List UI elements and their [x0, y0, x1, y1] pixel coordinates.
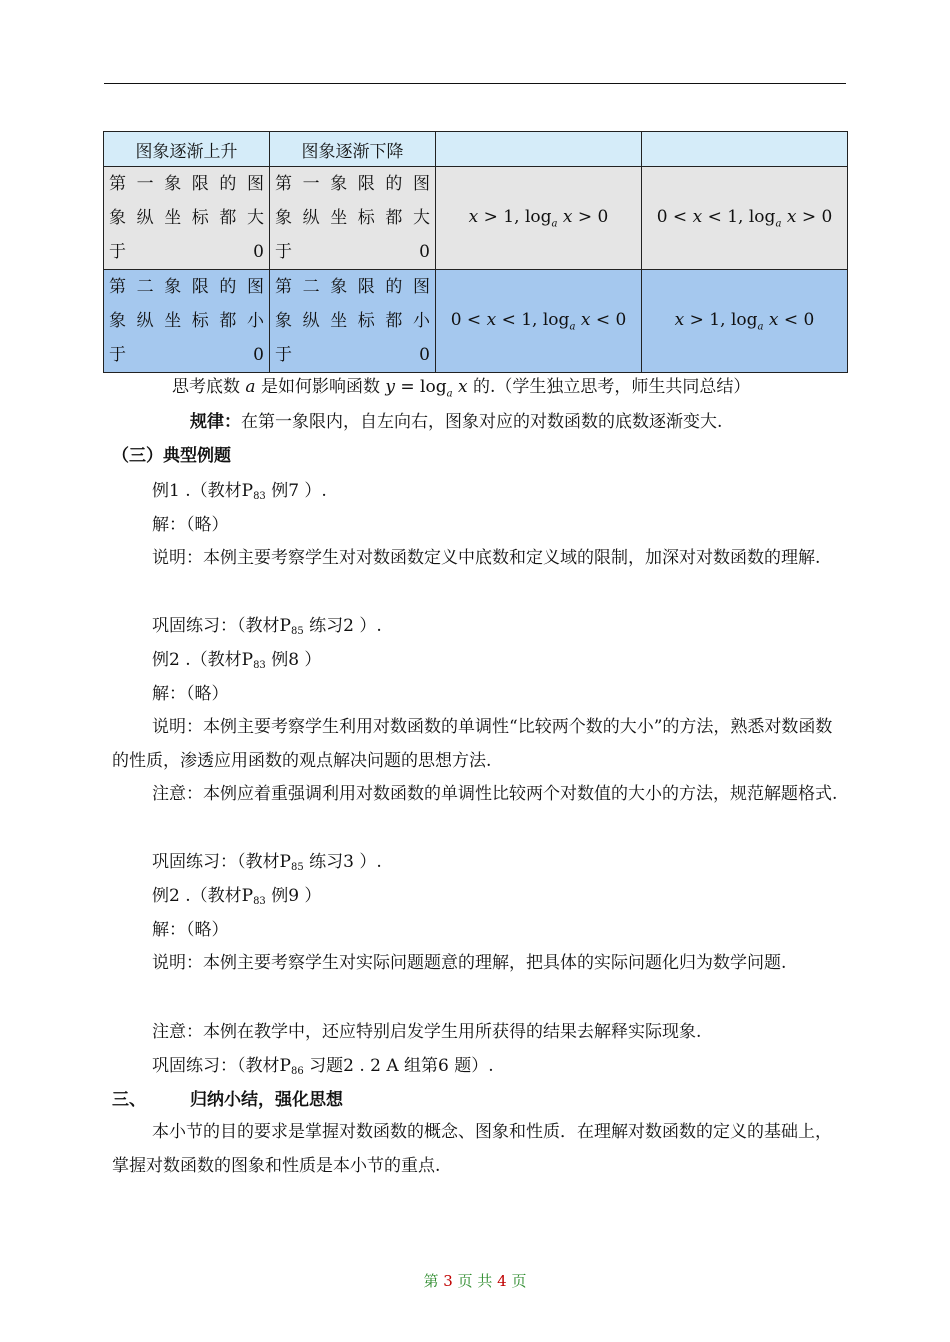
- comparison-table: [103, 131, 848, 373]
- example-2: 例2 .（教材$P_{83}$ 例8 ）: [152, 650, 322, 671]
- rule-line: 规律：在第一象限内，自左向右，图象对应的对数函数的底数逐渐变大.: [190, 412, 723, 432]
- example-3: 例2 .（教材$P_{83}$ 例9 ）: [152, 886, 322, 907]
- note-2: 说明：本例主要考察学生利用对数函数的单调性“比较两个数的大小”的方法，熟悉对数函数的性质，渗透应用函数的观点解决问题的思想方法.: [112, 717, 833, 771]
- summary-title: 三、 归纳小结，强化思想: [112, 1090, 343, 1110]
- practice-2: 巩固练习：（教材$P_{85}$ 练习3 ）.: [152, 852, 382, 873]
- page-footer: 第 3 页 共 4 页: [423, 1272, 527, 1290]
- formula-cell: x > 1, $\log_a x > 0$: [436, 167, 642, 270]
- attention-2: 注意：本例应着重强调利用对数函数的单调性比较两个对数值的大小的方法，规范解题格式.: [152, 784, 838, 804]
- practice-3: 巩固练习：（教材$P_{86}$ 习题2 . 2 A 组第6 题）.: [152, 1056, 494, 1077]
- table-cell: 第二象限的图 象纵坐标都小 于0: [270, 270, 436, 373]
- table-header-row: [104, 132, 848, 167]
- attention-3: 注意：本例在教学中，还应特别启发学生用所获得的结果去解释实际现象.: [152, 1022, 702, 1042]
- header-cell: [642, 132, 848, 167]
- think-line: 思考底数 a 是如何影响函数 $y = \log_a x$ 的.（学生独立思考，师生共同总结）: [172, 377, 751, 400]
- solution-2: 解：（略）: [152, 684, 229, 704]
- table-row: [104, 270, 848, 373]
- section-title: （三）典型例题: [112, 446, 231, 466]
- table-cell: 第二象限的图 象纵坐标都小 于0: [104, 270, 270, 373]
- summary-text: 本小节的目的要求是掌握对数函数的概念、图象和性质．在理解对数函数的定义的基础上，掌握对数函数的图象和性质是本小节的重点.: [112, 1122, 832, 1176]
- note-3: 说明：本例主要考察学生对实际问题题意的理解，把具体的实际问题化归为数学问题.: [152, 953, 787, 973]
- formula-cell: 0 < x < 1, $\log_a x > 0$: [642, 167, 848, 270]
- header-cell: 图象逐渐下降: [270, 132, 436, 167]
- practice-1: 巩固练习：（教材$P_{85}$ 练习2 ）.: [152, 616, 382, 637]
- note-1: 说明：本例主要考察学生对对数函数定义中底数和定义域的限制，加深对对数函数的理解.: [152, 548, 821, 568]
- table-row: [104, 167, 848, 270]
- solution-3: 解：（略）: [152, 920, 229, 940]
- table-cell: 第一象限的图 象纵坐标都大 于0: [270, 167, 436, 270]
- header-rule: [104, 83, 846, 84]
- formula-cell: 0 < x < 1, $\log_a x < 0$: [436, 270, 642, 373]
- header-cell: [436, 132, 642, 167]
- table-cell: 第一象限的图 象纵坐标都大 于0: [104, 167, 270, 270]
- example-1: 例1 .（教材$P_{83}$ 例7 ）.: [152, 481, 327, 502]
- solution-1: 解：（略）: [152, 515, 229, 535]
- formula-cell: x > 1, $\log_a x < 0$: [642, 270, 848, 373]
- header-cell: 图象逐渐上升: [104, 132, 270, 167]
